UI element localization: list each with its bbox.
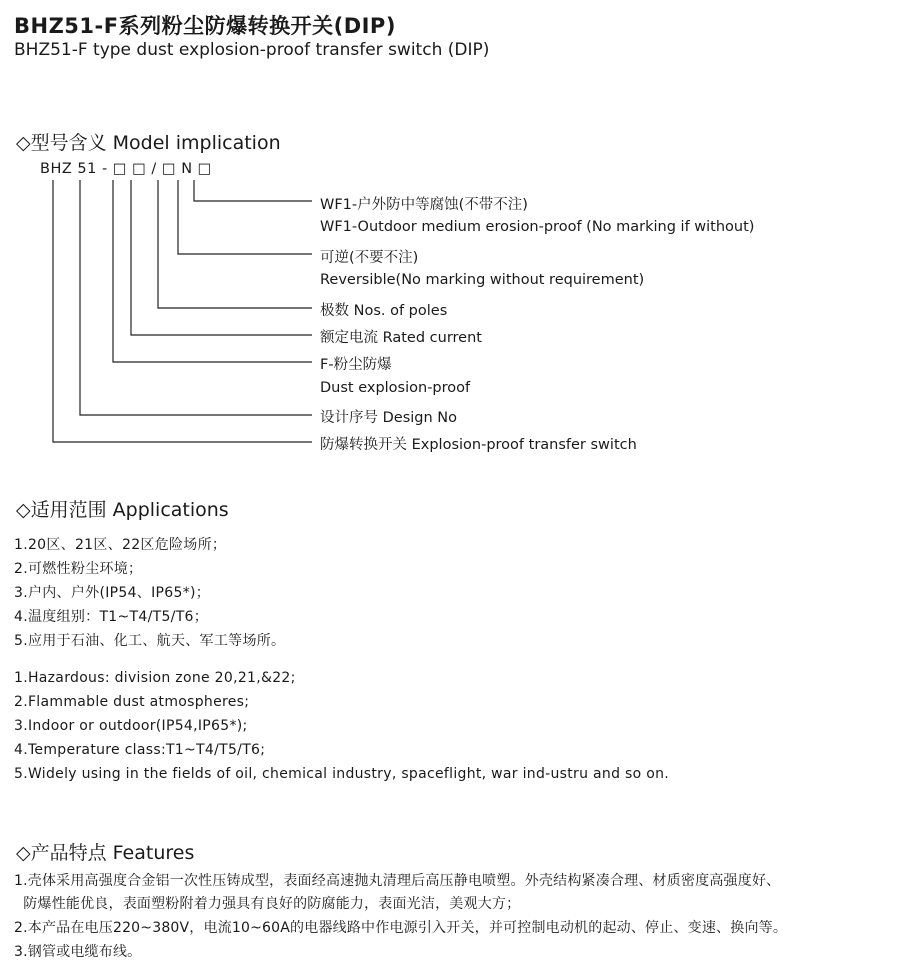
application-item-en: 3.Indoor or outdoor(IP54,IP65*); xyxy=(14,718,248,734)
model-code: BHZ 51 - □ □ / □ N □ xyxy=(40,161,212,177)
application-item-en: 2.Flammable dust atmospheres; xyxy=(14,694,250,710)
application-item-cn: 2.可燃性粉尘环境； xyxy=(14,561,143,577)
application-item-cn: 5.应用于石油、化工、航天、军工等场所。 xyxy=(14,633,286,649)
model-heading: ◇型号含义 Model implication xyxy=(16,132,281,154)
application-item-en: 5.Widely using in the fields of oil, chemical industry, spaceflight, war ind-ustru and so on. xyxy=(14,766,670,782)
model-label-design: 设计序号 Design No xyxy=(320,410,457,426)
application-item-cn: 3.户内、户外(IP54、IP65*)； xyxy=(14,585,211,601)
model-label-reversible-cn: 可逆(不要不注) xyxy=(320,250,419,266)
model-label-poles: 极数 Nos. of poles xyxy=(320,303,448,319)
feature-item: 3.钢管或电缆布线。 xyxy=(14,944,142,960)
application-item-cn: 4.温度组别：T1~T4/T5/T6； xyxy=(14,609,209,625)
page-subtitle: BHZ51-F type dust explosion-proof transfer switch (DIP) xyxy=(14,40,490,60)
model-label-current: 额定电流 Rated current xyxy=(320,330,482,346)
feature-item: 2.本产品在电压220~380V，电流10~60A的电器线路中作电源引入开关，并可控制电动机的起动、停止、变速、换向等。 xyxy=(14,920,788,936)
features-heading: ◇产品特点 Features xyxy=(16,842,195,864)
model-label-reversible-en: Reversible(No marking without requirement) xyxy=(320,272,645,288)
model-label-dust-cn: F-粉尘防爆 xyxy=(320,357,392,373)
model-label-switch: 防爆转换开关 Explosion-proof transfer switch xyxy=(320,437,637,453)
page-title: BHZ51-F系列粉尘防爆转换开关(DIP) xyxy=(14,14,396,38)
model-label-wf1-cn: WF1-户外防中等腐蚀(不带不注) xyxy=(320,197,528,213)
feature-item: 防爆性能优良，表面塑粉附着力强具有良好的防腐能力，表面光洁，美观大方； xyxy=(14,896,521,912)
application-item-cn: 1.20区、21区、22区危险场所； xyxy=(14,537,227,553)
feature-item: 1.壳体采用高强度合金铝一次性压铸成型，表面经高速抛丸清理后高压静电喷塑。外壳结构紧凑合理、材质密度高强度好、 xyxy=(14,873,781,889)
application-item-en: 1.Hazardous: division zone 20,21,&22; xyxy=(14,670,296,686)
model-label-wf1-en: WF1-Outdoor medium erosion-proof (No marking if without) xyxy=(320,219,755,235)
application-item-en: 4.Temperature class:T1~T4/T5/T6; xyxy=(14,742,266,758)
applications-heading: ◇适用范围 Applications xyxy=(16,499,229,521)
model-label-dust-en: Dust explosion-proof xyxy=(320,380,471,396)
